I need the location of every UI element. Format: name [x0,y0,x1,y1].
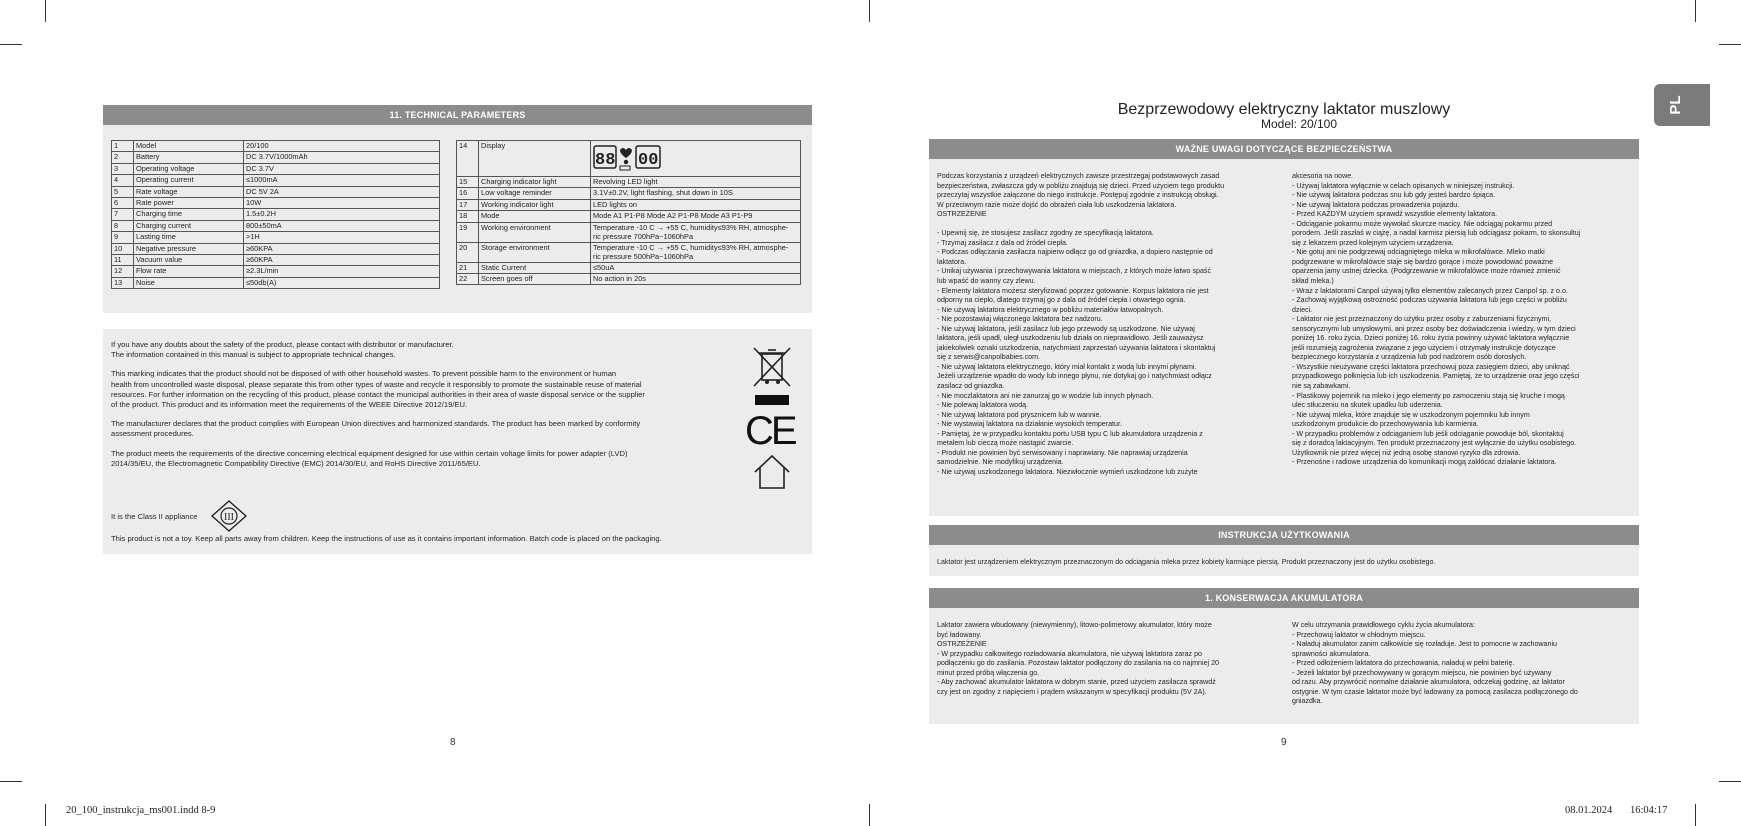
safety-column-right: akcesoria na nowe. - Używaj laktatora wyłącznie w celach opisanych w niniejszej instrukcji. - Nie używaj laktatora podczas snu lub gdy jesteś bardzo śpiąca. - Nie używaj laktatora podczas prowadzenia pojazdu. - Przed KAŻDYM użyciem sprawdź wszystkie elementy laktatora. - Odciąganie pokarmu może wywołać skurcze macicy. Nie odciągaj pokarmu przed porodem. Jeśli zaszłaś w ciążę, a nadal karmisz piersią lub odciągasz pokarm, to skonsultuj się z lekarzem przed kolejnym użyciem urządzenia. - Nie gotuj ani nie podgrzewaj odciągniętego mleka w mikrofalówce. Mleko matki podgrzewane w mikrofalówce staje się bardzo gorące i może powodować poważne oparzenia jamy ustnej dziecka. (Podgrzewanie w mikrofalówce może również zmienić skład mleka.) - Wraz z laktatorami Canpol używaj tylko elementów zalecanych przez Canpol sp. z o.o. - Zachowaj wyjątkową ostrożność podczas używania laktatora lub jego części w pobliżu dzieci. - Laktator nie jest przeznaczony do użytku przez osoby z zaburzeniami fizycznymi, sensorycznymi lub umysłowymi, ani przez osoby bez doświadczenia i wiedzy, w tym dzieci poniżej 16. roku życia. Dzieci poniżej 16. roku życia powinny używać laktatora wyłącznie jeśli rozumieją zagrożenia związane z jego użyciem i otrzymały instrukcje dotyczące bezpiecznego korzystania z urządzenia lub pod nadzorem osób dorosłych. - Wszystkie nieużywane części laktatora przechowuj poza zasięgiem dzieci, aby uniknąć przypadkowego połknięcia lub ich uszkodzenia. Pamiętaj, że to urządzenie oraz jego części nie są zabawkami. - Plastikowy pojemnik na mleko i jego elementy po zamoczeniu stają się kruche i mogą ulec stłuczeniu na skutek upadku lub uderzenia. - Nie używaj mleka, które znajduje się w uszkodzonym pojemniku lub innym uszkodzonym produkcie do przechowywania lub karmienia. - W przypadku problemów z odciąganiem lub jeśli odciąganie powoduje ból, skontaktuj się z doradcą laktacyjnym. Ten produkt przeznaczony jest wyłącznie do użytku osobistego. Użytkownik nie przez więcej niż jedną osobę stanowi ryzyko dla zdrowia. - Przenośne i radiowe urządzenia do komunikacji mogą zakłócać działanie laktatora. [1292,172,1581,467]
safety-header: WAŻNE UWAGI DOTYCZĄCE BEZPIECZEŃSTWA [929,139,1639,159]
svg-text:88: 88 [595,151,616,170]
weee-bar-icon [755,395,789,405]
page-number-left: 8 [450,737,456,748]
crop-mark [0,781,22,782]
parameters-table-right [456,140,801,285]
table-row: 6 Rate power 10W [112,197,440,208]
parameters-table-left [111,140,440,289]
table-row: 15 Charging indicator light Revolving LED light [457,177,801,188]
crop-mark [869,0,870,22]
table-row: 13 Noise ≤50db(A) [112,277,440,288]
table-row: 14 Display 88 00 [457,141,801,177]
class-ii-label: It is the Class II appliance [111,512,198,521]
page-number-right: 9 [1281,737,1287,748]
ce-mark-icon: CE [745,409,795,453]
table-row: 1 Model 20/100 [112,141,440,152]
table-row: 9 Lasting time >1H [112,232,440,243]
footer-time: 16:04:17 [1630,805,1668,816]
table-row: 20 Storage environment Temperature -10 C → +55 C, humidity≤93% RH, atmosphe- ric pressure 500hPa~1060hPa [457,242,801,262]
crop-mark [1719,44,1741,45]
crop-mark [0,44,22,45]
table-row: 2 Battery DC 3.7V/1000mAh [112,152,440,163]
crop-mark [45,804,46,826]
crop-mark [1695,804,1696,826]
class-ii-symbol-icon [211,500,247,532]
usage-text: Laktator jest urządzeniem elektrycznym przeznaczonym do odciągania mleka przez kobiety karmiące piersią. Produkt przeznaczony jest do użytku osobistego. [937,558,1436,566]
model-subtitle: Model: 20/100 [1260,117,1338,131]
battery-column-right: W celu utrzymania prawidłowego cyklu życia akumulatora: - Przechowuj laktator w chłodnym miejscu. - Naładuj akumulator zanim całkowicie się rozładuje. Jest to pomocne w zachowaniu sprawności akumulatora. - Przed odłożeniem laktatora do przechowania, naładuj w pełni baterię. - Jeżeli laktator był przechowywany w gorącym miejscu, nie powinien być używany od razu. Aby przywrócić normalne działanie akumulatora, odczekaj godzinę, aż laktator ostygnie. W tym czasie laktator może być ładowany za pomocą zasilacza podłączonego do gniazdka. [1292,621,1578,706]
crop-mark [1695,0,1696,22]
svg-text:III: III [224,512,234,523]
technical-parameters-header: 11. TECHNICAL PARAMETERS [103,105,812,125]
table-row: 22 Screen goes off No action in 20s [457,273,801,284]
table-row: 8 Charging current 800±50mA [112,220,440,231]
indoor-use-house-icon [753,454,791,490]
table-row: 21 Static Current ≤50uA [457,262,801,273]
table-row: 16 Low voltage reminder 3.1V±0.2V, light flashing, shut down in 10S [457,188,801,199]
table-row: 18 Mode Mode A1 P1-P8 Mode A2 P1-P8 Mode A3 P1-P9 [457,211,801,222]
weee-crossed-bin-icon [750,344,794,388]
safety-column-left: Podczas korzystania z urządzeń elektrycznych zawsze przestrzegaj podstawowych zasad bezpieczeństwa, zwłaszcza gdy w pobliżu znajdują się dzieci. Przed użyciem tego produktu przeczytaj wszystkie załączone do niego instrukcje. Postępuj zgodnie z instrukcją obsługi. W przeciwnym razie może dojść do obrażeń ciała lub uszkodzenia laktatora. OSTRZEŻENIE - Upewnij się, że stosujesz zasilacz zgodny ze specyfikacją laktatora. - Trzymaj zasilacz z dala od źródeł ciepła. - Podczas odłączania zasilacza najpierw odłącz go od gniazdka, a dopiero następnie od laktatora. - Unikaj używania i przechowywania laktatora w miejscach, z których może łatwo spaść lub wpaść do wanny czy zlewu. - Elementy laktatora możesz sterylizować poprzez gotowanie. Korpus laktatora nie jest odporny na ciepło, dlatego trzymaj go z dala od źródeł ciepła i otwartego ognia. - Nie używaj laktatora elektrycznego w pobliżu materiałów łatwopalnych. - Nie pozostawiaj włączonego laktatora bez nadzoru. - Nie używaj laktatora, jeśli zasilacz lub jego przewody są uszkodzone. Nie używaj laktatora, jeśli upadł, uległ uszkodzeniu lub działa on nieprawidłowo. Jeśli zauważysz jakiekolwiek oznaki uszkodzenia, natychmiast zaprzestań używania laktatora i skontaktuj się z serwis@canpolbabies.com. - Nie używaj laktatora elektrycznego, który miał kontakt z wodą lub innymi płynami. Jeżeli urządzenie wpadło do wody lub innego płynu, nie dotykaj go i natychmiast odłącz zasilacz od gniazdka. - Nie moczlaktatora ani nie zanurzaj go w wodzie lub innych płynach. - Nie polewaj laktatora wodą. - Nie używaj laktatora pod prysznicem lub w wannie. - Nie wystawiaj laktatora na działanie wysokich temperatur. - Pamiętaj, że w przypadku kontaktu portu USB typu C lub akumulatora urządzenia z metalem lub cieczą może nastąpić zwarcie. - Produkt nie powinien być serwisowany i naprawiany. Nie naprawiaj urządzenia samodzielnie. Nie modyfikuj urządzenia. - Nie używaj uszkodzonego laktatora. Niezwłocznie wymień uszkodzone lub zużyte [937,172,1225,476]
table-row: 3 Operating voltage DC 3.7V [112,163,440,174]
table-row: 12 Flow rate ≥2.3L/min [112,266,440,277]
svg-text:00: 00 [638,151,659,170]
table-row: 11 Vacuum value ≥60KPA [112,254,440,265]
lcd-display-icon [593,144,663,172]
crop-mark [869,804,870,826]
battery-column-left: Laktator zawiera wbudowany (niewymienny), litowo-polimerowy akumulator, który może być ładowany. OSTRZEŻENIE - W przypadku całkowitego rozładowania akumulatora, nie używaj laktatora zaraz po podłączeniu go do zasilania. Pozostaw laktator podłączony do zasilania na co najmniej 20 minut przed próbą włączenia go. - Aby zachować akumulator laktatora w dobrym stanie, przed użyciem zasilacza sprawdź czy jest on zgodny z napięciem i prądem wskazanym w specyfikacji produktu (5V 2A). [937,621,1219,696]
footer-date: 08.01.2024 [1565,805,1613,816]
table-row: 5 Rate voltage DC 5V 2A [112,186,440,197]
usage-header: INSTRUKCJA UŻYTKOWANIA [929,525,1639,545]
table-row: 7 Charging time 1.5±0.2H [112,209,440,220]
page-title: Bezprzewodowy elektryczny laktator muszlowy [1117,101,1451,118]
battery-header: 1. KONSERWACJA AKUMULATORA [929,588,1639,608]
language-tab: PL [1654,84,1710,126]
crop-mark [1719,781,1741,782]
table-row: 19 Working environment Temperature -10 C → +55 C, humidity≤93% RH, atmosphe- ric pressure 700hPa~1060hPa [457,222,801,242]
not-a-toy-notice: This product is not a toy. Keep all parts away from children. Keep the instructions of use as it contains important information. Batch code is placed on the packaging. [111,534,662,543]
crop-mark [45,0,46,22]
display-illustration-cell [591,141,801,177]
footer-filename: 20_100_instrukcja_ms001.indd 8-9 [66,805,216,816]
table-row: 4 Operating current ≤1000mA [112,175,440,186]
compliance-info-text: If you have any doubts about the safety of the product, please contact with distributor or manufacturer. The information contained in this manual is subject to appropriate technical changes. This marking indicates that the product should not be disposed of with other household wastes. To prevent possible harm to the environment or human health from uncontrolled waste disposal, please separate this from other types of waste and recycle it responsibly to promote the sustainable reuse of material resources. For further information on the recycling of this product, please contact the municipal authorities in their area of waste disposal service or the supplier of the product. This product and its information meet the requirements of the WEEE Directive 2012/19/EU. The manufacturer declares that the product complies with European Union directives and harmonized standards. The product has been marked by conformity assessment procedures. The product meets the requirements of the directive concerning electrical equipment designed for use within certain voltage limits for power adapter (LVD) 2014/35/EU, the Electromagnetic Compatibility Directive (EMC) 2014/30/EU, and RoHS Directive 2011/65/EU. [111,340,645,468]
table-row: 10 Negative pressure ≥60KPA [112,243,440,254]
table-row: 17 Working indicator light LED lights on [457,199,801,210]
